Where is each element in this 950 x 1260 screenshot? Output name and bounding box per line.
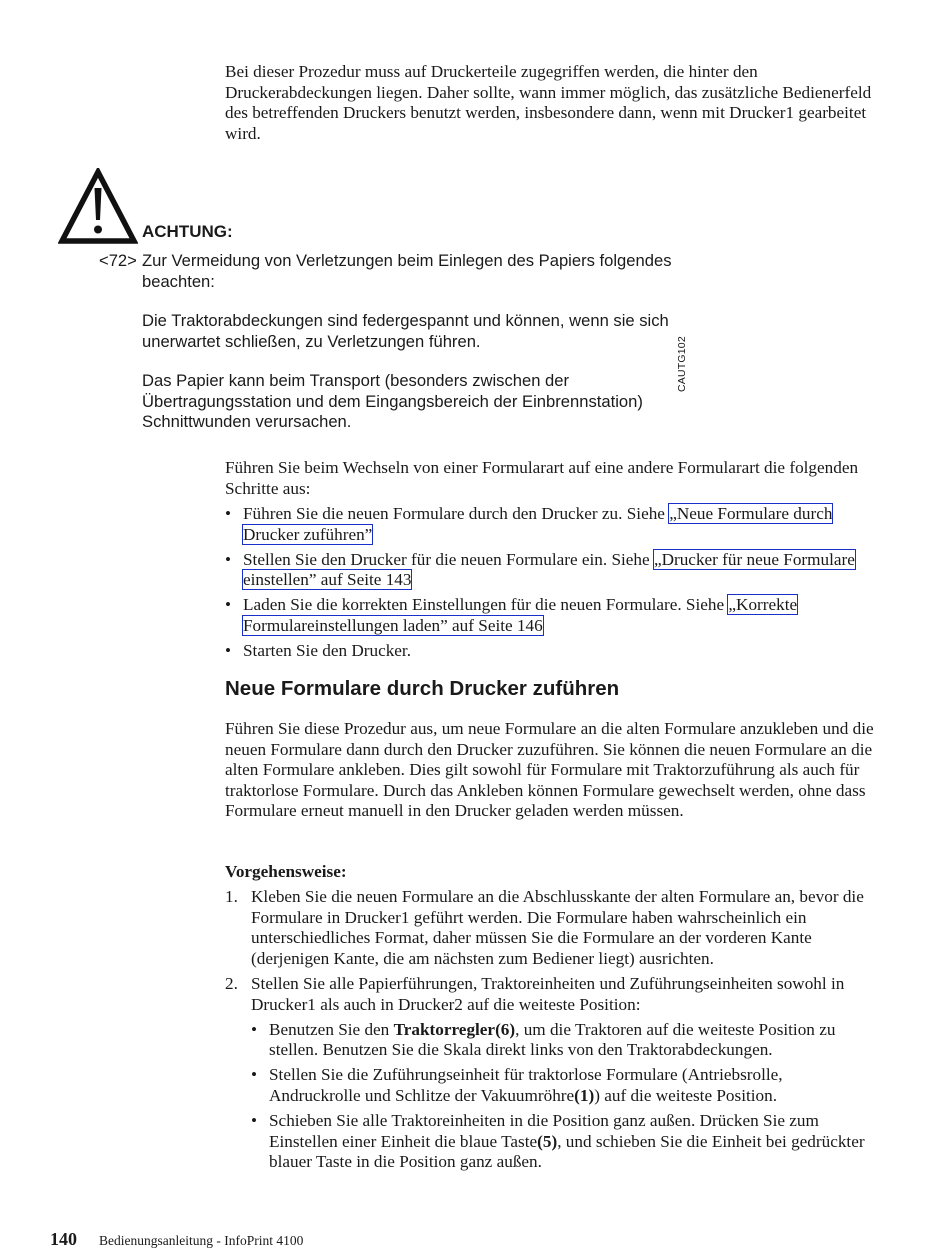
sub-item-bold: (5) [537,1131,558,1151]
warning-triangle-icon [58,168,138,245]
sub-item-text: , und schieben Sie die Einheit bei gedrückter blauer Taste in die Position ganz außen. [269,1131,865,1172]
footer-document-title: Bedienungsanleitung - InfoPrint 4100 [99,1233,304,1248]
intro-paragraph: Bei dieser Prozedur muss auf Druckerteile zugegriffen werden, die hinter den Druckerabdeckungen liegen. Daher sollte, wann immer möglich, das zusätzliche Bedienerfeld des betreffenden Druckers benutzt werden, insbesondere dann, wenn mit Drucker1 gearbeitet wird. [225,62,872,143]
sub-item-text: ) auf die weiteste Position. [594,1085,778,1105]
cross-reference-link[interactable]: „Korrekte Formulareinstellungen laden” auf Seite 146 [243,595,798,635]
cross-reference-link[interactable]: „Neue Formulare durch Drucker zuführen” [243,504,833,544]
bullet-dot: • [251,1019,258,1039]
bullet-dot: • [251,1110,258,1130]
sub-list-item [251,1065,875,1106]
list-item-text: Laden Sie die korrekten Einstellungen für die neuen Formulare. Siehe [243,595,729,615]
sub-item-text: Benutzen Sie den [269,1019,394,1039]
step-text: Kleben Sie die neuen Formulare an die Abschlusskante der alten Formulare an, bevor die Formulare in Drucker1 geführt werden. Die Formulare haben wahrscheinlich ein unterschiedliches Format, daher müssen Sie die Formulare an der vorderen Kante (derjenigen Kante, die am nächsten zum Bediener liegt) ausrichten. [251,887,864,968]
sub-list-item [251,1020,875,1061]
list-item [225,504,885,545]
sub-item-text: , um die Traktoren auf die weiteste Position zu stellen. Benutzen Sie die Skala direkt links von den Traktorabdeckungen. [269,1019,836,1060]
list-item-text: Führen Sie die neuen Formulare durch den Drucker zu. Siehe [243,504,670,523]
section-paragraph: Führen Sie diese Prozedur aus, um neue Formulare an die alten Formulare anzukleben und die neuen Formulare dann durch den Drucker zuzuführen. Sie können die neuen Formulare an die alten Formulare ankleben. Dies gilt sowohl für Formulare mit Traktorzuführung als auch für traktorlose Formulare. Durch das Ankleben können Formulare gewechselt werden, ohne dass Formulare erneut manuell in den Drucker geladen werden müssen. [225,719,874,821]
steps-intro: Führen Sie beim Wechseln von einer Formularart auf eine andere Formularart die folgenden Schritte aus: [225,458,859,498]
procedure-label: Vorgehensweise: [225,862,347,881]
bullet-dot: • [225,595,232,615]
sub-item-bold: Traktorregler(6) [393,1019,516,1039]
sub-item-bold: (1) [574,1085,595,1105]
caution-code: CAUTG102 [676,336,688,392]
sub-item-text: Stellen Sie die Zuführungseinheit für traktorlose Formulare (Antriebsrolle, Andruckrolle und Schlitze der Vakuumröhre [269,1065,783,1105]
bullet-dot: • [225,641,232,661]
numbered-step [225,974,875,1172]
bullet-list [225,504,885,666]
caution-paragraph: Das Papier kann beim Transport (besonders zwischen der Übertragungsstation und dem Eingangsbereich der Einbrennstation) Schnittwunden verursachen. [142,371,643,431]
list-item [225,550,885,591]
caution-label: ACHTUNG: [142,222,233,241]
bullet-dot: • [225,504,232,523]
numbered-step [225,887,875,969]
sub-item-text: Schieben Sie alle Traktoreinheiten in die Position ganz außen. Drücken Sie zum Einstellen einer Einheit die blaue Taste [269,1110,819,1151]
list-item-text: Stellen Sie den Drucker für die neuen Formulare ein. Siehe [243,549,654,569]
page-number: 140 [50,1229,77,1249]
caution-text [142,251,672,452]
caution-paragraph: Zur Vermeidung von Verletzungen beim Einlegen des Papiers folgendes beachten: [142,251,672,291]
list-item [225,641,885,662]
sub-list-item [251,1111,875,1173]
numbered-list [225,887,875,1178]
step-text: Stellen Sie alle Papierführungen, Traktoreinheiten und Zuführungseinheiten sowohl in Drucker1 als auch in Drucker2 auf die weiteste Position: [251,974,845,1014]
step-number: 1. [225,887,238,906]
caution-paragraph: Die Traktorabdeckungen sind federgespannt und können, wenn sie sich unerwartet schließen, zu Verletzungen führen. [142,311,669,351]
caution-number: <72> [99,251,137,270]
bullet-dot: • [251,1065,258,1085]
bullet-dot: • [225,549,232,569]
sub-list [251,1020,875,1173]
step-number: 2. [225,974,238,994]
list-item [225,595,885,636]
section-heading: Neue Formulare durch Drucker zuführen [225,677,620,700]
list-item-text: Starten Sie den Drucker. [243,641,412,661]
cross-reference-link[interactable]: „Drucker für neue Formulare einstellen” auf Seite 143 [243,549,855,590]
